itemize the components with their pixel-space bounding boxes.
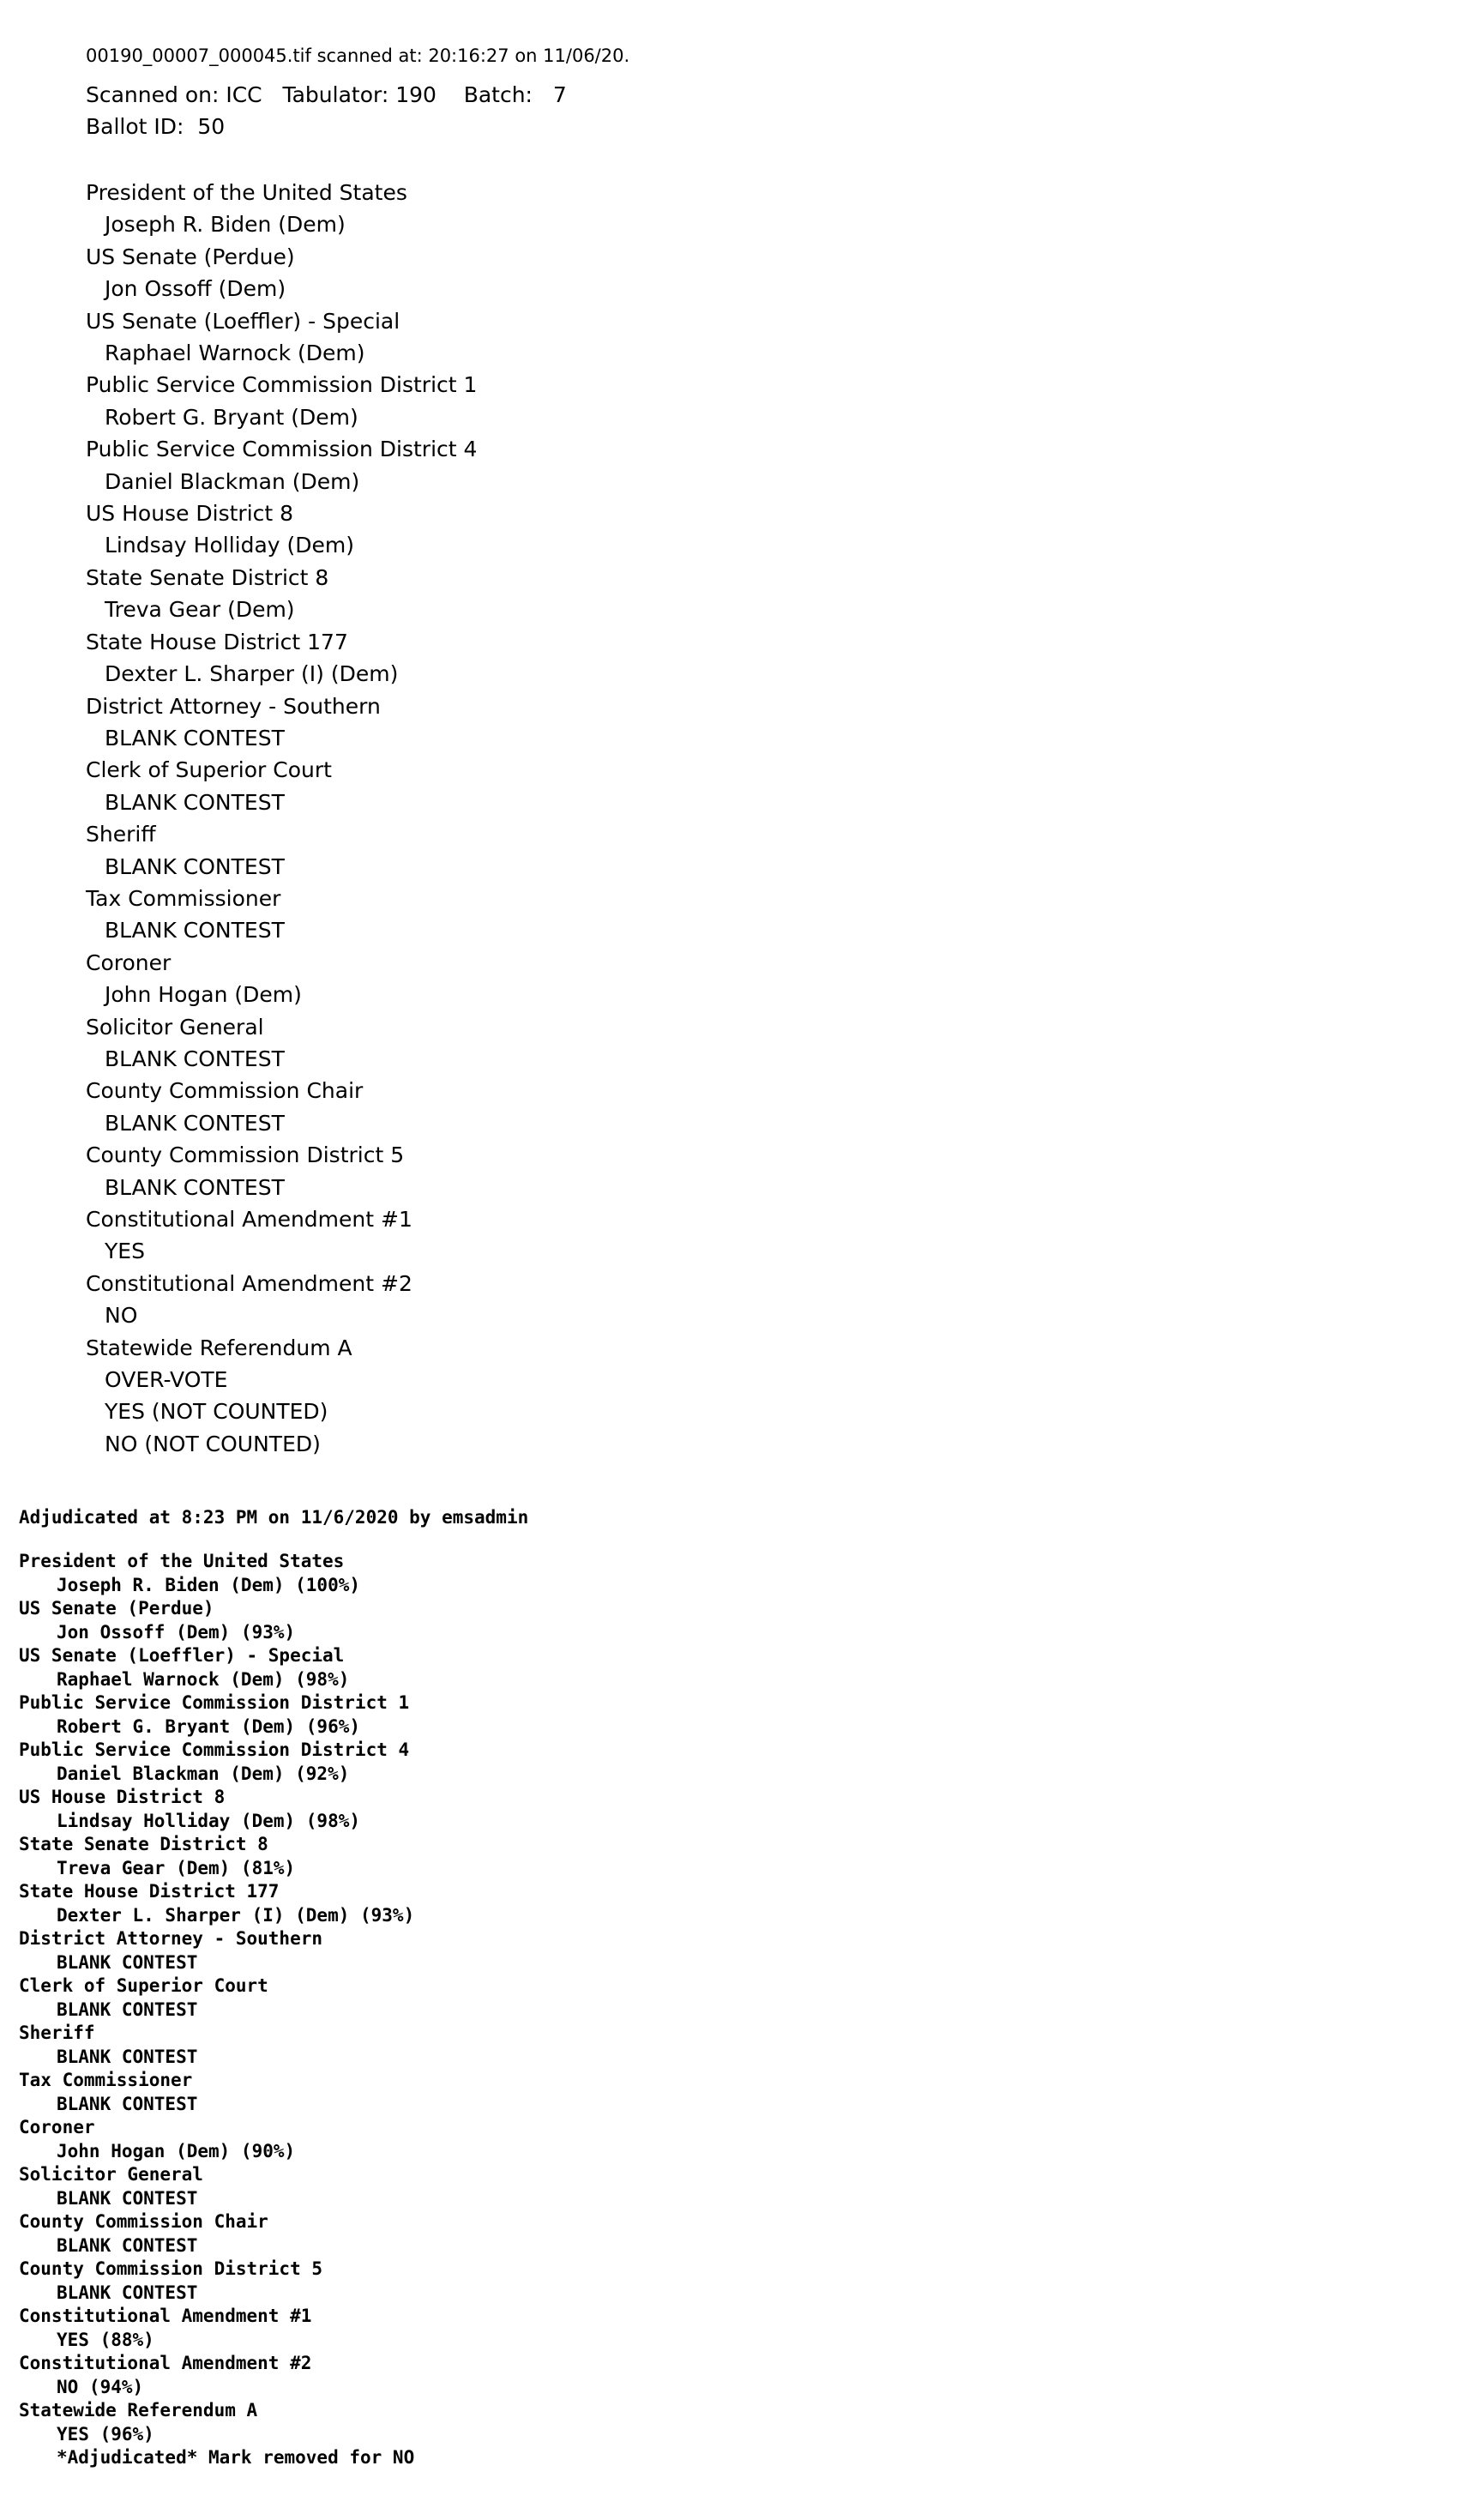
adj-contest-choice: YES (88%) [57,2329,154,2350]
adj-contest-choice: NO (94%) [57,2376,144,2397]
adj-contest-choice: Treva Gear (Dem) (81%) [57,1857,296,1878]
scan-meta-line-tabulator: Scanned on: ICC Tabulator: 190 Batch: 7 [86,82,567,107]
adj-contest-name: US Senate (Perdue) [19,1598,214,1619]
scan-contest-choice: Jon Ossoff (Dem) [105,276,286,302]
adj-contest-choice: BLANK CONTEST [57,2187,198,2209]
adj-contest [19,2258,528,2305]
adj-contest [19,2163,528,2210]
scan-contest [86,177,629,241]
adj-contest-name: Public Service Commission District 4 [19,1739,410,1760]
scan-contest-name: President of the United States [86,180,407,205]
adj-contest-choice: BLANK CONTEST [57,2046,198,2067]
scan-contest-name: State House District 177 [86,629,348,654]
scan-contest [86,947,629,1011]
adj-contest [19,2210,528,2258]
scan-contest [86,1139,629,1203]
adj-contest [19,1974,528,2022]
adj-contest-choice: Jon Ossoff (Dem) (93%) [57,1621,296,1643]
adj-contest-choice: BLANK CONTEST [57,2282,198,2303]
adj-contest-choice: BLANK CONTEST [57,2093,198,2114]
scan-contest-choice: Raphael Warnock (Dem) [105,341,365,366]
scan-contest [86,497,629,562]
adj-contest-choice: Robert G. Bryant (Dem) (96%) [57,1715,361,1737]
scan-contest [86,883,629,947]
adjudication-header: Adjudicated at 8:23 PM on 11/6/2020 by emsadmin [19,1507,529,1528]
adj-contest-name: Coroner [19,2117,95,2137]
scan-contest-name: US House District 8 [86,501,294,527]
scan-contest [86,818,629,883]
scan-contest [86,1075,629,1139]
scan-contest-name: US Senate (Perdue) [86,244,295,269]
scan-contest [86,1011,629,1076]
scan-contest-choice: BLANK CONTEST [105,725,285,751]
adj-contest-choice: BLANK CONTEST [57,1951,198,1973]
scan-contest-choice: NO (NOT COUNTED) [105,1431,321,1456]
scan-contest-choice: BLANK CONTEST [105,1046,285,1071]
adj-contest-name: President of the United States [19,1551,345,1571]
adj-contest [19,1833,528,1880]
adj-contest [19,2069,528,2116]
scan-contest-choice: BLANK CONTEST [105,853,285,879]
scan-contest-choice: Robert G. Bryant (Dem) [105,404,358,430]
adj-contest [19,1597,528,1644]
adj-contest-name: Public Service Commission District 1 [19,1692,410,1713]
scan-contest [86,1203,629,1268]
adj-contest-choice: John Hogan (Dem) (90%) [57,2140,296,2161]
adj-contest-choice: Raphael Warnock (Dem) (98%) [57,1668,350,1690]
scan-contest-choice: BLANK CONTEST [105,1110,285,1136]
scan-contest [86,754,629,818]
scan-header: 00190_00007_000045.tif scanned at: 20:16:27 on 11/06/20. [86,45,630,66]
scan-contest-name: Statewide Referendum A [86,1335,352,1360]
scan-contest-name: State Senate District 8 [86,564,329,590]
scan-contest-name: Constitutional Amendment #1 [86,1207,412,1232]
scan-contest-name: Clerk of Superior Court [86,757,332,783]
scanned-contest-list [86,177,629,1460]
scan-contest [86,690,629,755]
adj-contest [19,1644,528,1691]
scan-contest-name: US Senate (Loeffler) - Special [86,308,400,334]
scan-contest [86,369,629,433]
scan-contest [86,626,629,690]
scan-contest-name: Sheriff [86,822,156,847]
adj-contest [19,1550,528,1597]
adj-contest-name: Constitutional Amendment #2 [19,2353,312,2373]
adj-contest [19,1880,528,1927]
adj-contest [19,2352,528,2399]
adj-contest-name: US Senate (Loeffler) - Special [19,1645,345,1666]
adj-contest-name: County Commission Chair [19,2211,268,2232]
scan-contest-name: Public Service Commission District 4 [86,437,478,462]
adj-contest-name: Tax Commissioner [19,2070,193,2090]
scan-contest [86,241,629,305]
adj-contest-name: Sheriff [19,2023,95,2043]
scan-contest-choice: OVER-VOTE [105,1367,228,1393]
adj-contest-choice: BLANK CONTEST [57,2234,198,2256]
scan-contest-choice: NO [105,1303,138,1329]
adj-contest-name: State House District 177 [19,1881,280,1902]
adj-contest-name: Clerk of Superior Court [19,1975,268,1996]
scan-contest-choice: Joseph R. Biden (Dem) [105,212,346,238]
scan-contest-choice: BLANK CONTEST [105,789,285,815]
adj-contest-choice: Joseph R. Biden (Dem) (100%) [57,1574,361,1595]
adjudicated-contest-list [19,1550,528,2470]
adj-contest [19,1691,528,1739]
adjudication-section [19,1505,528,2470]
adj-contest [19,2399,528,2470]
scan-contest-choice: John Hogan (Dem) [105,982,302,1008]
adj-contest-choice: Lindsay Holliday (Dem) (98%) [57,1810,361,1831]
adj-contest-name: County Commission District 5 [19,2258,323,2279]
scan-contest-name: Tax Commissioner [86,885,281,911]
adj-contest-name: Statewide Referendum A [19,2400,258,2421]
scan-contest-name: County Commission Chair [86,1078,364,1104]
scan-meta-block [86,79,629,142]
scan-contest [86,1268,629,1332]
adj-contest [19,2022,528,2069]
adj-contest [19,1927,528,1974]
scan-contest-name: County Commission District 5 [86,1142,405,1168]
scan-contest-choice: BLANK CONTEST [105,1174,285,1200]
adj-contest-name: US House District 8 [19,1787,226,1807]
adj-contest-choice: BLANK CONTEST [57,1999,198,2020]
scan-contest [86,1332,629,1461]
adj-contest [19,1786,528,1833]
adj-contest-choice: *Adjudicated* Mark removed for NO [57,2447,415,2468]
scan-contest-choice: Daniel Blackman (Dem) [105,468,360,494]
scan-contest [86,433,629,497]
scan-contest-choice: Lindsay Holliday (Dem) [105,533,355,558]
scan-meta-line-ballot-id: Ballot ID: 50 [86,114,226,139]
adj-contest-name: District Attorney - Southern [19,1928,323,1949]
scan-contest-name: Constitutional Amendment #2 [86,1270,412,1296]
scan-contest-choice: Dexter L. Sharper (I) (Dem) [105,661,399,687]
scan-contest-name: District Attorney - Southern [86,693,381,719]
scan-contest [86,562,629,626]
scanned-ballot-section [86,41,629,1460]
scan-contest-choice: Treva Gear (Dem) [105,597,295,623]
scan-contest [86,305,629,370]
adj-contest-name: Constitutional Amendment #1 [19,2306,312,2326]
scan-contest-name: Solicitor General [86,1014,264,1040]
scan-contest-name: Public Service Commission District 1 [86,372,478,398]
adj-contest [19,2305,528,2352]
adj-contest-choice: Dexter L. Sharper (I) (Dem) (93%) [57,1904,415,1926]
adj-contest [19,2116,528,2163]
adj-contest-name: State Senate District 8 [19,1834,268,1854]
scan-contest-choice: BLANK CONTEST [105,918,285,943]
adj-contest-choice: Daniel Blackman (Dem) (92%) [57,1763,350,1784]
scan-contest-choice: YES [105,1239,145,1264]
scan-contest-choice: YES (NOT COUNTED) [105,1399,328,1425]
adj-contest-name: Solicitor General [19,2164,203,2185]
scan-contest-name: Coroner [86,950,172,975]
adj-contest-choice: YES (96%) [57,2423,154,2445]
adj-contest [19,1739,528,1786]
